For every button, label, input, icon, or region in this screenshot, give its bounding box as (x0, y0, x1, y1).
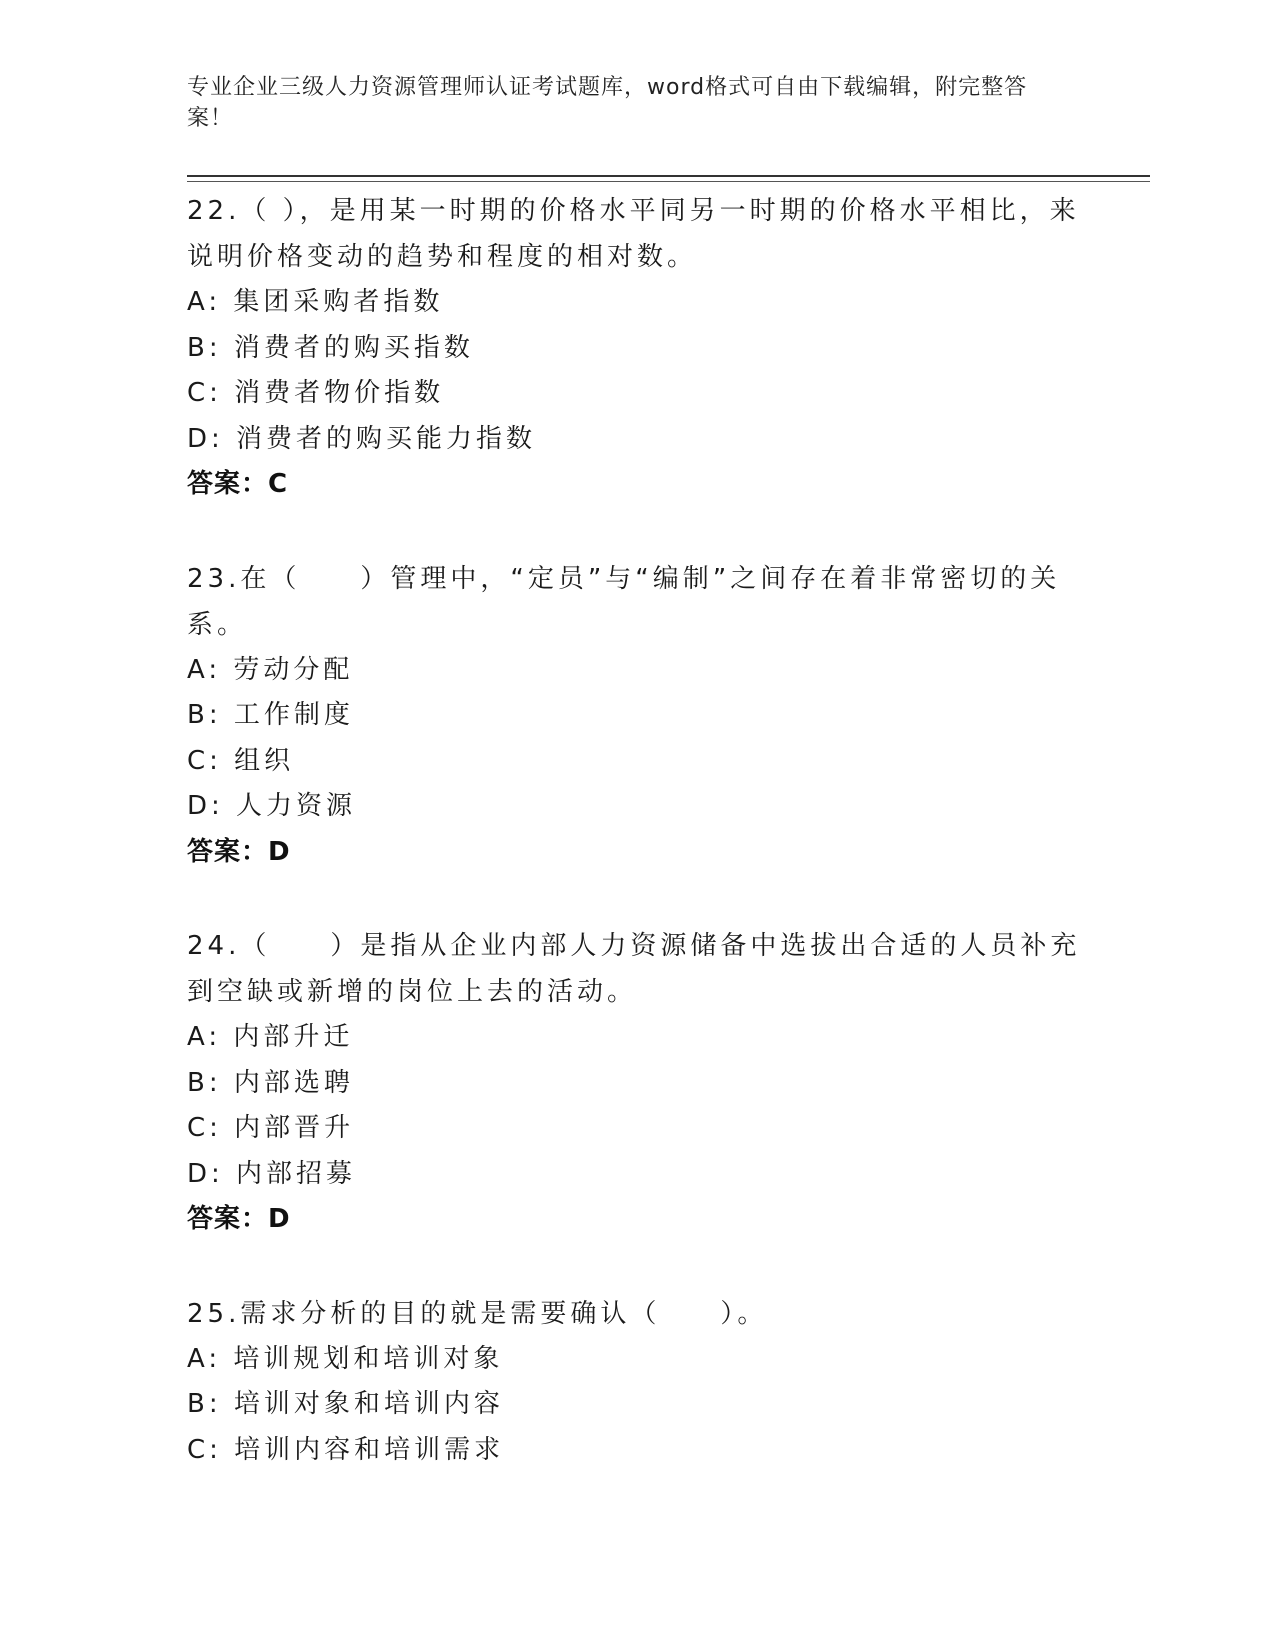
question-25 (187, 1291, 1087, 1474)
question-stem: 25.需求分析的目的就是需要确认（ ）。 (187, 1298, 768, 1329)
question-stem: 23.在（ ）管理中，“定员”与“编制”之间存在着非常密切的关系。 (187, 563, 1061, 640)
question-24 (187, 923, 1087, 1243)
option-d: D: 消费者的购买能力指数 (187, 423, 537, 454)
question-22 (187, 188, 1087, 508)
option-a: A: 劳动分配 (187, 654, 354, 685)
answer-line: 答案：C (187, 469, 289, 499)
document-header: 专业企业三级人力资源管理师认证考试题库，word格式可自由下载编辑，附完整答案！ (187, 75, 1028, 131)
option-d: D: 内部招募 (187, 1158, 357, 1189)
option-a: A: 集团采购者指数 (187, 287, 444, 317)
question-stem: 24.（ ）是指从企业内部人力资源储备中选拔出合适的人员补充到空缺或新增的岗位上去的活动。 (187, 931, 1081, 1007)
option-d: D: 人力资源 (187, 791, 357, 821)
header-divider-thin (187, 181, 1150, 182)
question-23 (187, 556, 1087, 876)
option-c: C: 消费者物价指数 (187, 378, 445, 408)
option-b: B: 培训对象和培训内容 (187, 1389, 504, 1419)
answer-line: 答案：D (187, 836, 291, 867)
option-b: B: 消费者的购买指数 (187, 332, 474, 363)
question-stem: 22.（ ），是用某一时期的价格水平同另一时期的价格水平相比，来说明价格变动的趋势和程度的相对数。 (187, 196, 1080, 272)
option-c: C: 培训内容和培训需求 (187, 1434, 505, 1465)
header-divider-thick (187, 175, 1150, 177)
option-c: C: 组织 (187, 745, 295, 776)
option-c: C: 内部晋升 (187, 1113, 355, 1143)
option-b: B: 工作制度 (187, 700, 354, 730)
option-b: B: 内部选聘 (187, 1067, 354, 1098)
option-a: A: 内部升迁 (187, 1022, 354, 1052)
question-list (187, 188, 1087, 1521)
answer-line: 答案：D (187, 1204, 291, 1234)
option-a: A: 培训规划和培训对象 (187, 1343, 504, 1374)
